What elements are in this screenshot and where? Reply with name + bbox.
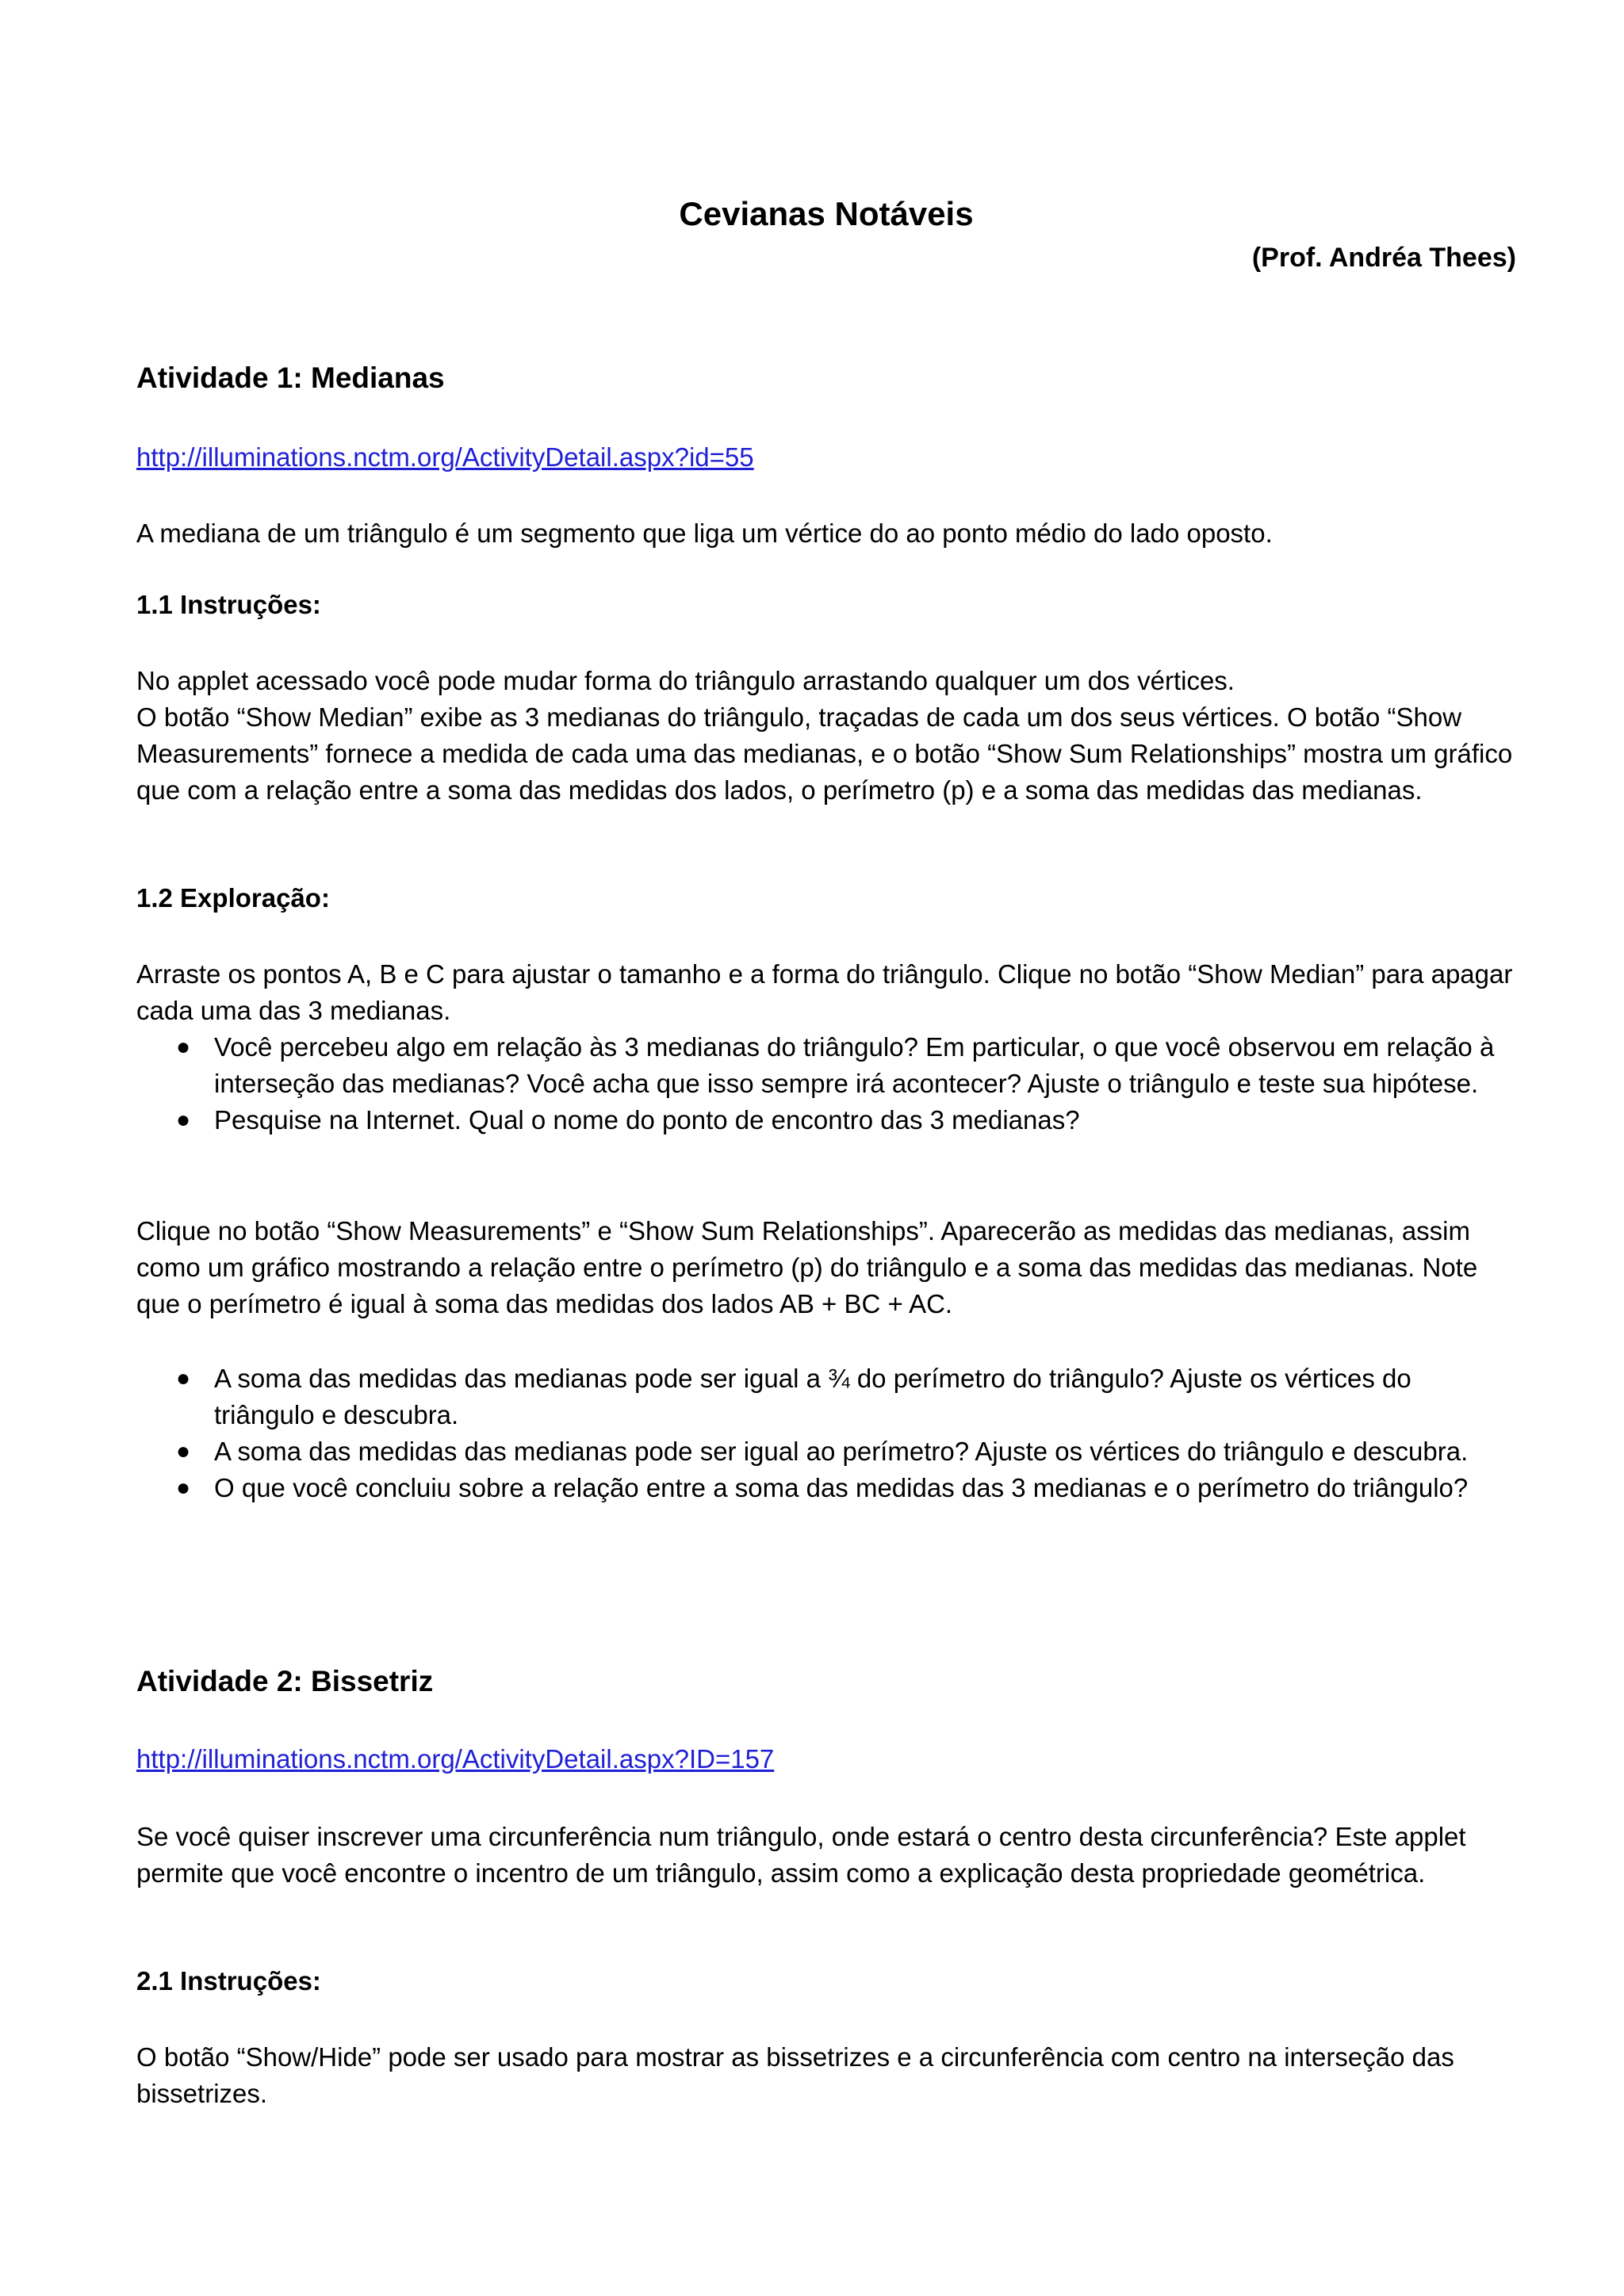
activity1-heading: Atividade 1: Medianas xyxy=(136,362,445,394)
list-item: ● Você percebeu algo em relação às 3 medianas do triângulo? Em particular, o que você observou em relação à interseção das medianas? Você acha que isso sempre irá acontecer? Ajuste o triângulo e teste sua hipótese. xyxy=(136,1029,1516,1102)
list-item: ● Pesquise na Internet. Qual o nome do ponto de encontro das 3 medianas? xyxy=(136,1102,1516,1138)
activity1-instructions-p1: No applet acessado você pode mudar forma do triângulo arrastando qualquer um dos vértices. xyxy=(136,666,1235,695)
activity1-exploration-p1: Arraste os pontos A, B e C para ajustar o tamanho e a forma do triângulo. Clique no botão “Show Median” para apagar cada uma das 3 medianas. xyxy=(136,959,1513,1025)
activity1-exploration-p2: Clique no botão “Show Measurements” e “Show Sum Relationships”. Aparecerão as medidas das medianas, assim como um gráfico mostrando a relação entre o perímetro (p) do triângulo e a soma das medidas das medianas. Note que o perímetro é igual à soma das medidas dos lados AB + BC + AC. xyxy=(136,1216,1478,1318)
page-title: Cevianas Notáveis xyxy=(679,195,974,232)
activity2-instructions-p1: O botão “Show/Hide” pode ser usado para mostrar as bissetrizes e a circunferência com centro na interseção das bissetrizes. xyxy=(136,2042,1454,2108)
activity1-instructions-heading: 1.1 Instruções: xyxy=(136,590,321,619)
bullet-icon: ● xyxy=(176,1365,191,1391)
activity2-instructions-heading: 2.1 Instruções: xyxy=(136,1966,321,1996)
list-item: ● A soma das medidas das medianas pode ser igual a ¾ do perímetro do triângulo? Ajuste os vértices do triângulo e descubra. xyxy=(136,1360,1516,1433)
bullet-icon: ● xyxy=(176,1475,191,1501)
activity1-instructions-p2: O botão “Show Median” exibe as 3 medianas do triângulo, traçadas de cada um dos seus vértices. O botão “Show Measurements” fornece a medida de cada uma das medianas, e o botão “Show Sum Relationships” mostra um gráfico que com a relação entre a soma das medidas dos lados, o perímetro (p) e a soma das medidas das medianas. xyxy=(136,702,1513,805)
activity2-link[interactable]: http://illuminations.nctm.org/ActivityDetail.aspx?ID=157 xyxy=(136,1744,775,1774)
bullet-icon: ● xyxy=(176,1438,191,1464)
activity2-heading: Atividade 2: Bissetriz xyxy=(136,1665,434,1697)
list-item: ● A soma das medidas das medianas pode ser igual ao perímetro? Ajuste os vértices do triângulo e descubra. xyxy=(136,1433,1516,1470)
activity1-bullet-list-1 xyxy=(136,1029,1516,1138)
activity1-bullet-list-2 xyxy=(136,1360,1516,1506)
activity1-exploration-heading: 1.2 Exploração: xyxy=(136,883,330,913)
activity1-intro: A mediana de um triângulo é um segmento que liga um vértice do ao ponto médio do lado oposto. xyxy=(136,519,1273,548)
author-line: (Prof. Andréa Thees) xyxy=(1251,243,1516,273)
activity1-link[interactable]: http://illuminations.nctm.org/ActivityDetail.aspx?id=55 xyxy=(136,442,754,472)
activity2-intro: Se você quiser inscrever uma circunferência num triângulo, onde estará o centro desta circunferência? Este applet permite que você encontre o incentro de um triângulo, assim como a explicação desta propriedade geométrica. xyxy=(136,1822,1466,1888)
list-item: ● O que você concluiu sobre a relação entre a soma das medidas das 3 medianas e o perímetro do triângulo? xyxy=(136,1470,1516,1506)
bullet-icon: ● xyxy=(176,1034,191,1060)
bullet-icon: ● xyxy=(176,1107,191,1133)
